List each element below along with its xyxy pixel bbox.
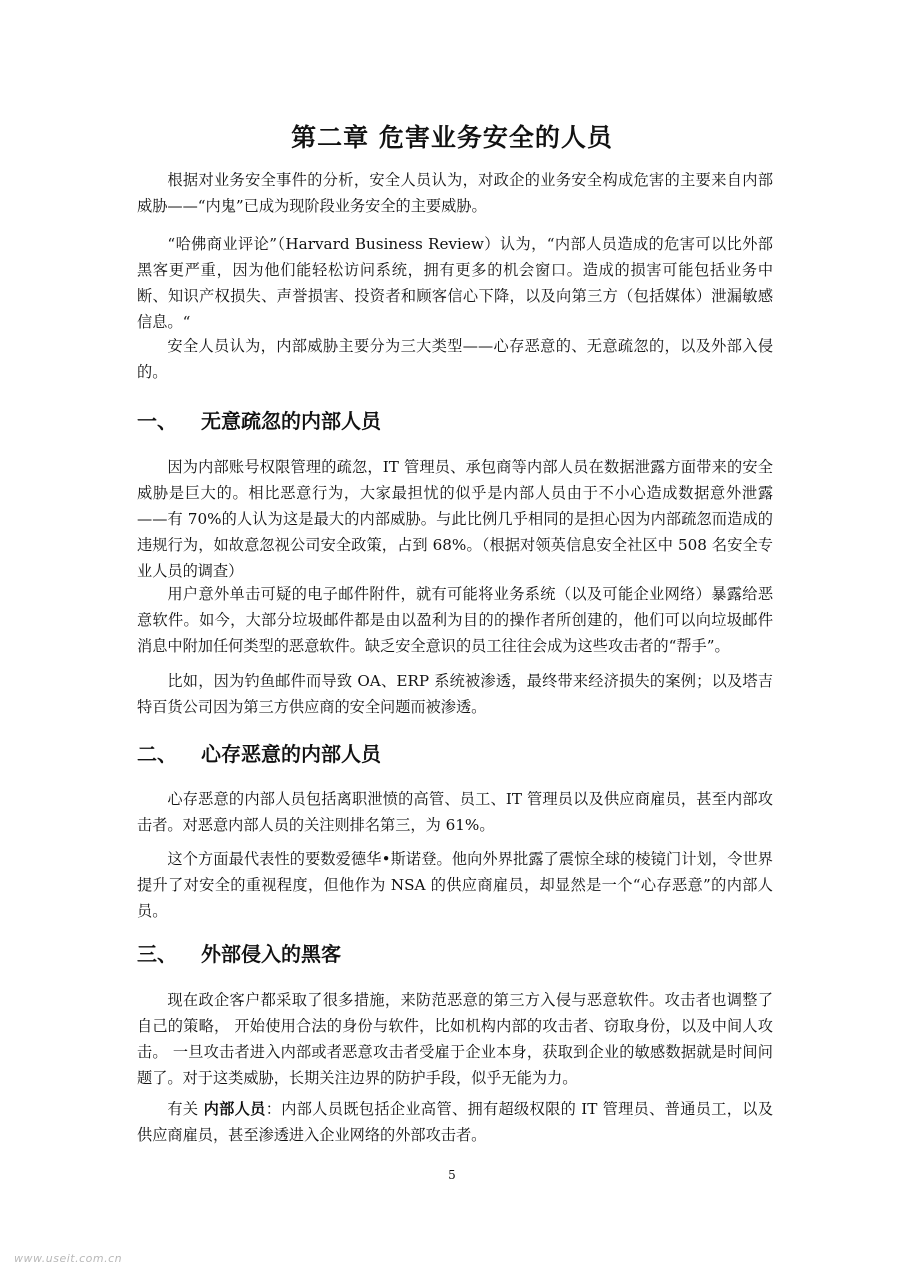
section-3-paragraph-1: 现在政企客户都采取了很多措施，来防范恶意的第三方入侵与恶意软件。攻击者也调整了自己的策略， 开始使用合法的身份与软件，比如机构内部的攻击者、窃取身份，以及中间人攻击。 一旦攻击者进入内部或者恶意攻击者受雇于企业本身，获取到企业的敏感数据就是时间问题了。对于这类威胁，长期关注边界的防护手段，似乎无能为力。 bbox=[137, 991, 773, 1087]
page-number: 5 bbox=[448, 1168, 456, 1182]
section-heading-2 bbox=[137, 738, 773, 767]
section-1-paragraph-2: 用户意外单击可疑的电子邮件附件，就有可能将业务系统（以及可能企业网络）暴露给恶意软件。如今，大部分垃圾邮件都是由以盈利为目的的操作者所创建的，他们可以向垃圾邮件消息中附加任何类型的恶意软件。缺乏安全意识的员工往往会成为这些攻击者的“帮手”。 bbox=[137, 585, 773, 655]
final-bold-term: 内部人员 bbox=[203, 1100, 266, 1118]
intro-paragraph-1: 根据对业务安全事件的分析，安全人员认为，对政企的业务安全构成危害的主要来自内部威胁——“内鬼”已成为现阶段业务安全的主要威胁。 bbox=[137, 171, 773, 215]
section-1-paragraph-3: 比如，因为钓鱼邮件而导致 OA、ERP 系统被渗透，最终带来经济损失的案例；以及塔吉特百货公司因为第三方供应商的安全问题而被渗透。 bbox=[137, 672, 773, 716]
final-text: ：内部人员既包括企业高管、拥有超级权限的 IT 管理员、普通员工，以及供应商雇员，甚至渗透进入企业网络的外部攻击者。 bbox=[137, 1100, 774, 1144]
section-3-paragraph-2 bbox=[137, 1096, 773, 1148]
section-title: 无意疏忽的内部人员 bbox=[201, 409, 381, 433]
section-number: 一、 bbox=[137, 409, 177, 433]
section-2-paragraph-1: 心存恶意的内部人员包括离职泄愤的高管、员工、IT 管理员以及供应商雇员，甚至内部攻击者。对恶意内部人员的关注则排名第三，为 61%。 bbox=[137, 790, 773, 834]
section-title: 心存恶意的内部人员 bbox=[201, 742, 381, 766]
intro-paragraph-3: 安全人员认为，内部威胁主要分为三大类型——心存恶意的、无意疏忽的，以及外部入侵的。 bbox=[137, 337, 773, 381]
final-prefix: 有关 bbox=[167, 1100, 204, 1118]
watermark: www.useit.com.cn bbox=[14, 1252, 123, 1265]
section-heading-3 bbox=[137, 938, 773, 967]
section-2-paragraph-2: 这个方面最代表性的要数爱德华•斯诺登。他向外界批露了震惊全球的棱镜门计划，令世界提升了对安全的重视程度，但他作为 NSA 的供应商雇员，却显然是一个“心存恶意”的内部人员。 bbox=[137, 850, 773, 920]
section-number: 三、 bbox=[137, 942, 177, 966]
section-heading-1 bbox=[137, 405, 773, 434]
section-number: 二、 bbox=[137, 742, 177, 766]
section-title: 外部侵入的黑客 bbox=[201, 942, 341, 966]
intro-paragraph-2: “哈佛商业评论”（Harvard Business Review）认为，“内部人员造成的危害可以比外部黑客更严重，因为他们能轻松访问系统，拥有更多的机会窗口。造成的损害可能包括业务中断、知识产权损失、声誉损害、投资者和顾客信心下降，以及向第三方（包括媒体）泄漏敏感信息。“ bbox=[137, 235, 773, 331]
section-1-paragraph-1: 因为内部账号权限管理的疏忽，IT 管理员、承包商等内部人员在数据泄露方面带来的安全威胁是巨大的。相比恶意行为，大家最担忧的似乎是内部人员由于不小心造成数据意外泄露——有 70%的人认为这是最大的内部威胁。与此比例几乎相同的是担心因为内部疏忽而造成的违规行为，如故意忽视公司安全政策，占到 68%。（根据对领英信息安全社区中 508 名安全专业人员的调查） bbox=[137, 458, 773, 580]
chapter-title: 第二章 危害业务安全的人员 bbox=[291, 123, 613, 152]
